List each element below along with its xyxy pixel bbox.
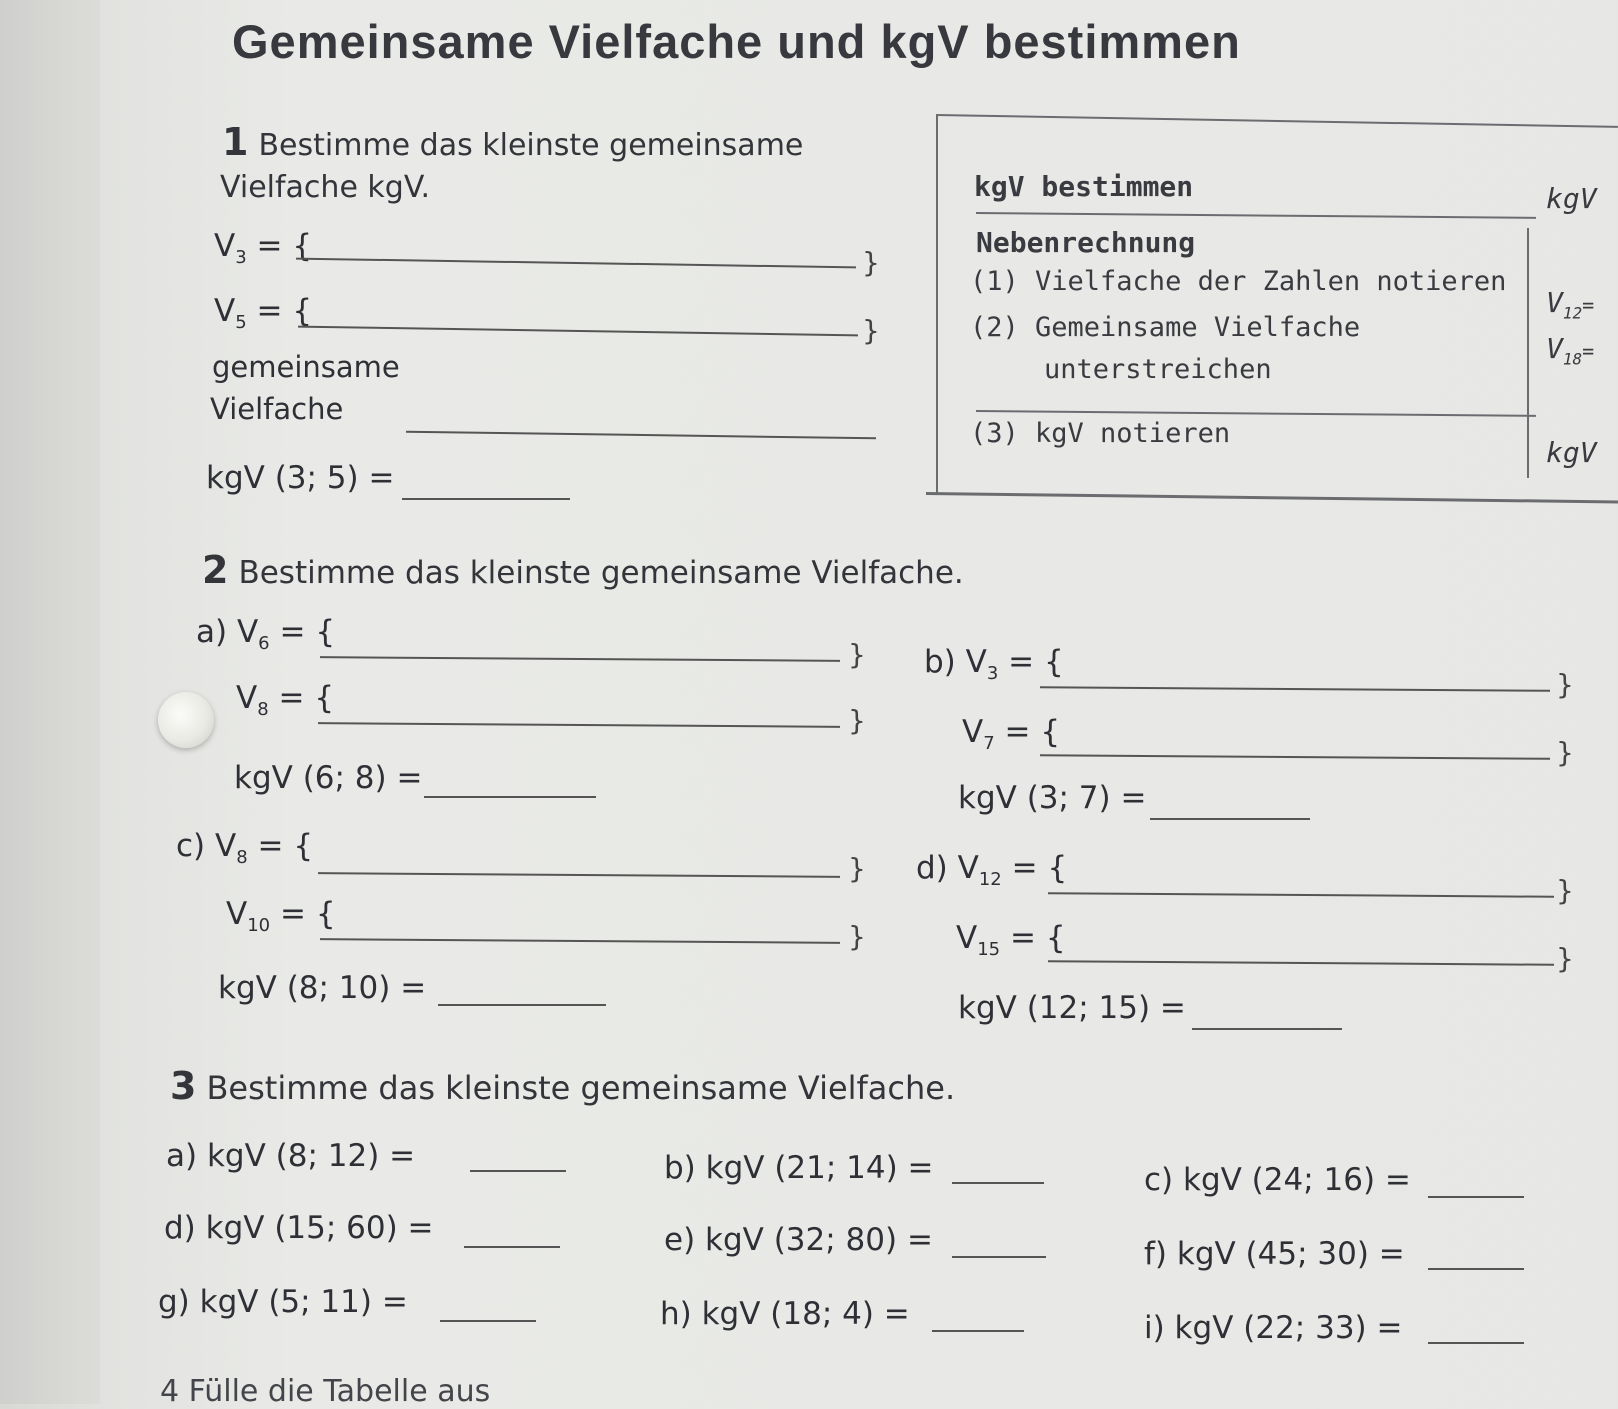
task2c-row-v10: $V_{10}$ = { xyxy=(226,896,336,937)
task3-answer-line-b[interactable] xyxy=(952,1182,1044,1184)
task3-item-d: d) kgV (15; 60) = xyxy=(164,1210,434,1246)
task3-answer-line-f[interactable] xyxy=(1428,1268,1524,1270)
closing-brace: } xyxy=(1556,668,1574,701)
info-box-right-foot: kgV xyxy=(1546,436,1597,469)
task2d-answer-line-v12[interactable] xyxy=(1048,892,1554,898)
info-box-step3: (3) kgV notieren xyxy=(970,418,1231,449)
task2a-row-v6: a) $V_6$ = { xyxy=(196,614,336,655)
page-title: Gemeinsame Vielfache und kgV bestimmen xyxy=(232,15,1241,68)
task2d-row-v15: $V_{15}$ = { xyxy=(956,920,1066,961)
task3-answer-line-i[interactable] xyxy=(1428,1342,1524,1344)
info-box-subheading: Nebenrechnung xyxy=(976,226,1196,259)
task2a-answer-line-v6[interactable] xyxy=(320,656,840,662)
task2d-kgv-answer-line[interactable] xyxy=(1192,1028,1342,1030)
task2c-answer-line-v8[interactable] xyxy=(318,872,840,878)
task2-text: Bestimme das kleinste gemeinsame Vielfache. xyxy=(238,555,964,591)
task2-number: 2 xyxy=(202,548,229,592)
task3-number: 3 xyxy=(170,1064,197,1108)
task1-common-label-2: Vielfache xyxy=(210,392,344,426)
task3-answer-line-a[interactable] xyxy=(470,1170,566,1172)
task1-answer-line-v5[interactable] xyxy=(298,326,858,337)
task2c-kgv-answer-line[interactable] xyxy=(438,1004,606,1006)
task2b-answer-line-v7[interactable] xyxy=(1040,754,1550,760)
task1-common-label-1: gemeinsame xyxy=(212,350,400,384)
task3-text: Bestimme das kleinste gemeinsame Vielfache. xyxy=(206,1069,956,1107)
task2a-row-v8: $V_8$ = { xyxy=(236,680,335,721)
info-box-step2b: unterstreichen xyxy=(1044,354,1272,385)
info-box-right-head: kgV xyxy=(1546,182,1597,215)
info-box-top-border xyxy=(936,114,1618,128)
task2a-kgv-answer-line[interactable] xyxy=(424,796,596,798)
task2c-answer-line-v10[interactable] xyxy=(320,938,840,944)
info-box-divider xyxy=(1527,228,1529,478)
task3-answer-line-e[interactable] xyxy=(952,1256,1046,1258)
task3-item-h: h) kgV (18; 4) = xyxy=(660,1296,910,1332)
task2b-kgv-label: kgV (3; 7) = xyxy=(958,780,1147,816)
task2a-answer-line-v8[interactable] xyxy=(318,722,840,728)
task3-answer-line-h[interactable] xyxy=(932,1330,1024,1332)
task1-answer-line-v3[interactable] xyxy=(296,258,856,269)
info-box-step-rule xyxy=(976,410,1536,417)
task3-answer-line-c[interactable] xyxy=(1428,1196,1524,1198)
task2-heading xyxy=(202,548,964,592)
info-box-right-v12: $V_{12}=$ xyxy=(1546,286,1595,323)
task3-answer-line-d[interactable] xyxy=(464,1246,560,1248)
page-edge xyxy=(0,0,100,1404)
closing-brace: } xyxy=(1556,736,1574,769)
closing-brace: } xyxy=(848,638,866,671)
task1-row-v5: $V_5$ = { xyxy=(214,293,313,334)
closing-brace: } xyxy=(1556,942,1574,975)
task2b-row-v3: b) $V_3$ = { xyxy=(924,644,1064,685)
task3-item-e: e) kgV (32; 80) = xyxy=(664,1222,933,1258)
task2b-row-v7: $V_7$ = { xyxy=(962,714,1061,755)
task3-item-a: a) kgV (8; 12) = xyxy=(166,1138,416,1174)
info-box-bottom-border xyxy=(926,492,1618,503)
task1-number: 1 xyxy=(222,120,249,164)
task2b-answer-line-v3[interactable] xyxy=(1040,686,1550,692)
info-box-left-border xyxy=(936,114,938,494)
task2c-kgv-label: kgV (8; 10) = xyxy=(218,970,427,1006)
closing-brace: } xyxy=(848,852,866,885)
task1-row-v3: $V_3$ = { xyxy=(214,228,313,269)
task1-text-line2: Vielfache kgV. xyxy=(220,170,431,205)
task2b-kgv-answer-line[interactable] xyxy=(1150,818,1310,820)
task1-kgv-label: kgV (3; 5) = xyxy=(206,460,395,496)
info-box-heading: kgV bestimmen xyxy=(974,170,1194,203)
task3-item-f: f) kgV (45; 30) = xyxy=(1144,1236,1405,1272)
task3-item-g: g) kgV (5; 11) = xyxy=(158,1284,408,1320)
task1-common-multiples-line[interactable] xyxy=(406,431,876,440)
task2d-row-v12: d) $V_{12}$ = { xyxy=(916,850,1068,891)
closing-brace: } xyxy=(862,246,880,279)
info-box-heading-rule xyxy=(976,212,1536,219)
task2d-answer-line-v15[interactable] xyxy=(1048,960,1554,966)
task1-kgv-answer-line[interactable] xyxy=(402,498,570,500)
info-box-step1: (1) Vielfache der Zahlen notieren xyxy=(970,266,1507,297)
task1-text-line1: Bestimme das kleinste gemeinsame xyxy=(258,128,804,163)
task2c-row-v8: c) $V_8$ = { xyxy=(176,828,314,869)
task3-answer-line-g[interactable] xyxy=(440,1320,536,1322)
task3-item-b: b) kgV (21; 14) = xyxy=(664,1150,934,1186)
task2d-kgv-label: kgV (12; 15) = xyxy=(958,990,1186,1026)
closing-brace: } xyxy=(848,920,866,953)
pushpin xyxy=(158,692,214,748)
task2a-kgv-label: kgV (6; 8) = xyxy=(234,760,423,796)
closing-brace: } xyxy=(862,314,880,347)
task1-heading xyxy=(222,120,803,164)
task3-item-c: c) kgV (24; 16) = xyxy=(1144,1162,1411,1198)
closing-brace: } xyxy=(1556,874,1574,907)
task3-item-i: i) kgV (22; 33) = xyxy=(1144,1310,1403,1346)
closing-brace: } xyxy=(848,704,866,737)
task3-heading xyxy=(170,1064,955,1108)
info-box-right-v18: $V_{18}=$ xyxy=(1546,332,1595,369)
info-box-step2a: (2) Gemeinsame Vielfache xyxy=(970,312,1361,343)
task4-heading-partial: 4 Fülle die Tabelle aus xyxy=(160,1374,491,1409)
